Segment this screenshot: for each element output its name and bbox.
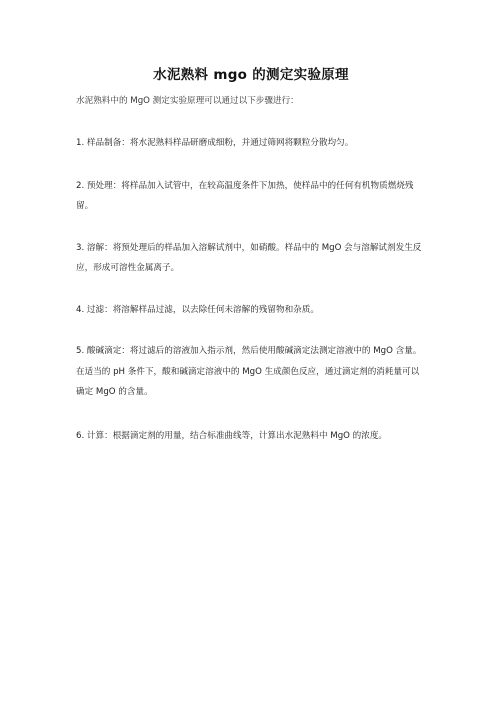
step-filtration: 4. 过滤：将溶解样品过滤，以去除任何未溶解的残留物和杂质。 — [76, 304, 319, 315]
step-dissolution: 3. 溶解：将预处理后的样品加入溶解试剂中，如硝酸。样品中的 MgO 会与溶解试剂发生反应，形成可溶性金属离子。 — [76, 242, 422, 273]
step-list — [76, 133, 426, 449]
page-title: 水泥熟料 mgo 的测定实验原理 — [153, 67, 349, 83]
step-titration: 5. 酸碱滴定：将过滤后的溶液加入指示剂，然后使用酸碱滴定法测定溶液中的 MgO 含量。在适当的 pH 条件下，酸和碱滴定溶液中的 MgO 生成颜色反应，通过滴定剂的消耗量可以确定 MgO 的含量。 — [76, 346, 422, 397]
step-sample-preparation: 1. 样品制备：将水泥熟料样品研磨成细粉，并通过筛网将颗粒分散均匀。 — [76, 138, 354, 148]
step-pretreatment: 2. 预处理：将样品加入试管中，在较高温度条件下加热，使样品中的任何有机物质燃烧残留。 — [76, 180, 414, 211]
intro-paragraph: 水泥熟料中的 MgO 测定实验原理可以通过以下步骤进行： — [76, 96, 299, 106]
step-calculation: 6. 计算：根据滴定剂的用量，结合标准曲线等，计算出水泥熟料中 MgO 的浓度。 — [76, 430, 388, 441]
